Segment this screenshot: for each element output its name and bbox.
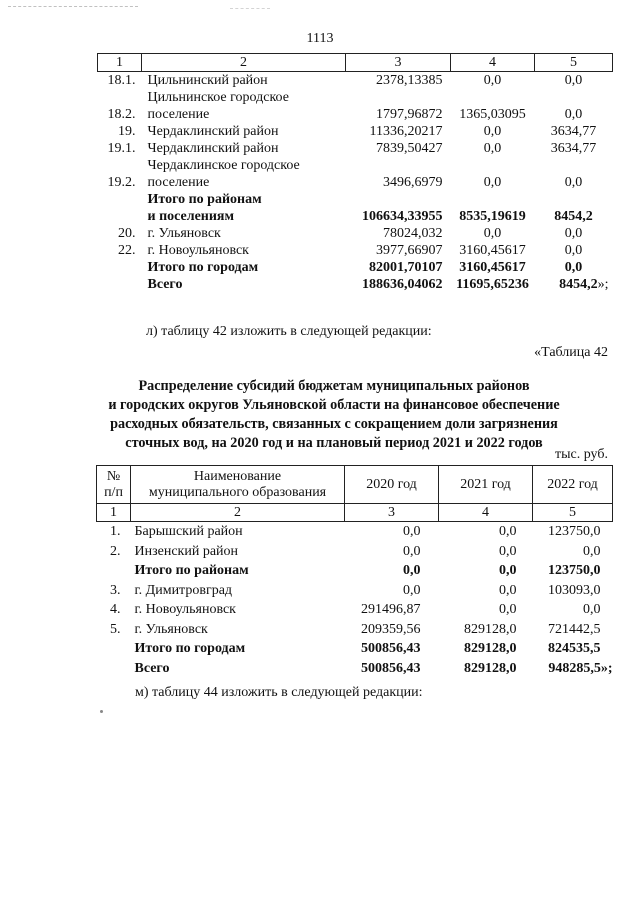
title-line: расходных обязательств, связанных с сокращением доли загрязнения [110, 416, 558, 432]
row-name: г. Новоульяновск [134, 602, 236, 617]
table-body [98, 72, 613, 294]
row-name: Всего [134, 660, 170, 676]
value-text: 3634,77 [550, 141, 597, 156]
value-text: 0,0 [564, 243, 583, 258]
header-text: № [106, 468, 121, 484]
table-row [98, 72, 613, 90]
row-number: 5. [110, 621, 121, 637]
table-row [97, 659, 613, 679]
row-name: г. Ульяновск [134, 621, 208, 637]
value-2022 [533, 522, 613, 542]
value-col4: 0,0 [483, 226, 502, 241]
table-row [97, 620, 613, 640]
value-2022 [533, 542, 613, 562]
value-col3: 7839,50427 [376, 141, 443, 156]
value-2020: 500856,43 [361, 641, 421, 656]
value-col4: 0,0 [483, 73, 502, 88]
row-number [97, 639, 131, 659]
value-2021: 0,0 [499, 524, 517, 539]
value-col3: 3977,66907 [376, 243, 443, 258]
row-name-line: г. Ульяновск [147, 226, 221, 241]
row-name-line: и поселениям [147, 209, 235, 224]
value-text: 3634,77 [550, 124, 597, 139]
header-cell: 5 [533, 504, 613, 522]
value-col5 [535, 72, 613, 90]
title-line: Распределение субсидий бюджетам муниципальных районов [138, 378, 530, 394]
value-col5 [535, 123, 613, 140]
header-cell: 2 [131, 504, 345, 522]
value-2021: 0,0 [499, 543, 517, 559]
page-number: 1113 [306, 31, 334, 46]
row-number: 22. [118, 243, 136, 258]
value-col3: 3496,6979 [383, 175, 443, 190]
value-2022 [533, 639, 613, 659]
row-name [142, 259, 346, 276]
row-number: 18.2. [107, 107, 136, 122]
table-row [98, 276, 613, 293]
value-col5 [535, 259, 613, 276]
value-2021: 0,0 [499, 582, 517, 598]
row-number: 19. [118, 124, 136, 139]
value-text: 0,0 [583, 602, 601, 617]
table-header-row [97, 466, 613, 504]
scan-artifact [8, 6, 138, 9]
row-number [98, 259, 142, 276]
value-2020: 0,0 [403, 524, 421, 539]
value-2020: 209359,56 [361, 621, 421, 637]
value-2021: 829128,0 [464, 660, 517, 676]
row-number: 20. [118, 226, 136, 241]
row-name-line: Чердаклинское городское [147, 158, 300, 173]
row-name [142, 123, 346, 140]
value-text: 8454,2 [559, 277, 598, 292]
header-cell: 2 [142, 54, 346, 72]
value-2020: 500856,43 [361, 660, 421, 676]
table-row [98, 225, 613, 242]
table-row [98, 123, 613, 140]
table-title [80, 377, 588, 453]
value-2020: 0,0 [403, 582, 421, 598]
row-name: Инзенский район [134, 543, 239, 559]
value-col3: 78024,032 [383, 226, 443, 241]
table-42 [96, 465, 613, 678]
header-cell: 4 [451, 54, 535, 72]
value-col3: 188636,04062 [362, 277, 443, 292]
table-row [97, 542, 613, 562]
header-cell: 3 [345, 504, 439, 522]
row-name: Итого по районам [134, 563, 249, 578]
row-name-line: Чердаклинский район [147, 141, 279, 156]
header-cell-number [97, 466, 131, 504]
value-col4: 11695,65236 [456, 277, 529, 292]
table-row [97, 639, 613, 659]
value-2020: 0,0 [403, 563, 421, 578]
quote-suffix: »; [600, 660, 613, 676]
value-text: 123750,0 [548, 563, 601, 578]
row-number: 19.1. [107, 141, 136, 156]
header-cell: 1 [98, 54, 142, 72]
header-cell-name [131, 466, 345, 504]
units-label: тыс. руб. [555, 447, 608, 462]
value-2022 [533, 581, 613, 601]
row-name-line: Итого по районам [147, 192, 262, 207]
value-col3: 106634,33955 [362, 209, 443, 224]
numbering-row [97, 504, 613, 522]
header-text: п/п [104, 484, 123, 500]
scan-artifact [230, 8, 270, 9]
row-name [142, 72, 346, 90]
value-col5 [535, 242, 613, 259]
row-number [98, 276, 142, 293]
value-col5 [535, 89, 613, 123]
value-col4: 0,0 [483, 175, 502, 190]
row-number: 2. [110, 543, 121, 559]
value-text: 0,0 [564, 260, 583, 275]
value-2021: 829128,0 [464, 621, 517, 637]
row-number: 3. [110, 582, 121, 598]
table-row [98, 140, 613, 157]
row-name-line: Чердаклинский район [147, 124, 279, 139]
value-col3: 82001,70107 [369, 260, 443, 275]
value-col5 [535, 140, 613, 157]
table-row [98, 259, 613, 276]
header-cell-year: 2021 год [439, 466, 533, 504]
header-text: Наименование [193, 468, 282, 484]
value-col4: 3160,45617 [459, 243, 526, 258]
value-2022 [533, 659, 613, 679]
header-cell: 4 [439, 504, 533, 522]
row-name-line: поселение [147, 175, 210, 190]
row-name-line: Цильнинский район [147, 73, 268, 88]
table-row [98, 157, 613, 191]
row-name [142, 242, 346, 259]
value-text: 824535,5 [548, 641, 601, 656]
row-number [97, 659, 131, 679]
value-col5 [535, 191, 613, 225]
value-2020: 291496,87 [361, 602, 421, 617]
row-name-line: Всего [147, 277, 183, 292]
table-row [98, 242, 613, 259]
table-header-row [98, 54, 613, 72]
value-text: 0,0 [564, 175, 583, 190]
value-2021: 0,0 [499, 563, 517, 578]
value-2022 [533, 620, 613, 640]
value-2022 [533, 600, 613, 620]
table-row [97, 581, 613, 601]
table-row [98, 191, 613, 225]
header-cell-year: 2020 год [345, 466, 439, 504]
row-name-line: Итого по городам [147, 260, 259, 275]
quote-suffix: »; [597, 277, 609, 292]
value-col5 [535, 276, 613, 293]
header-cell: 5 [535, 54, 613, 72]
value-text: 8454,2 [554, 209, 593, 224]
row-name [142, 276, 346, 293]
row-name-line: Цильнинское городское [147, 90, 289, 105]
value-text: 0,0 [564, 73, 583, 88]
header-cell: 3 [346, 54, 451, 72]
row-number [97, 561, 131, 581]
value-col3: 1797,96872 [376, 107, 443, 122]
value-col3: 11336,20217 [369, 124, 443, 139]
instruction-paragraph: л) таблицу 42 изложить в следующей редакции: [146, 324, 432, 339]
row-name [142, 191, 346, 225]
value-col3: 2378,13385 [376, 73, 443, 88]
row-number: 19.2. [107, 175, 136, 190]
row-name [142, 225, 346, 242]
value-text: 103093,0 [548, 582, 601, 598]
value-text: 0,0 [564, 107, 583, 122]
table-row [97, 561, 613, 581]
value-col4: 0,0 [483, 141, 502, 156]
value-text: 948285,5 [548, 660, 601, 676]
value-col5 [535, 157, 613, 191]
row-number: 18.1. [107, 73, 136, 88]
title-line: и городских округов Ульяновской области на финансовое обеспечение [108, 397, 560, 413]
row-name: Итого по городам [134, 641, 246, 656]
row-name [142, 157, 346, 191]
row-number: 4. [110, 602, 121, 617]
table-41-continuation [97, 53, 613, 293]
value-col4: 1365,03095 [459, 107, 526, 122]
table-row [97, 600, 613, 620]
header-text: муниципального образования [148, 484, 327, 500]
row-number [98, 191, 142, 225]
value-col4: 0,0 [483, 124, 502, 139]
value-text: 721442,5 [548, 621, 601, 637]
value-text: 0,0 [564, 226, 583, 241]
table-body [97, 522, 613, 679]
value-text: 0,0 [583, 543, 601, 559]
scan-artifact [100, 710, 103, 713]
row-name-line: поселение [147, 107, 210, 122]
header-cell: 1 [97, 504, 131, 522]
value-2021: 829128,0 [464, 641, 517, 656]
row-name: г. Димитровград [134, 582, 233, 598]
header-cell-year: 2022 год [533, 466, 613, 504]
row-number: 1. [110, 524, 121, 539]
value-col5 [535, 225, 613, 242]
table-row [98, 89, 613, 123]
title-line: сточных вод, на 2020 год и на плановый период 2021 и 2022 годов [125, 435, 543, 451]
row-name-line: г. Новоульяновск [147, 243, 249, 258]
value-2020: 0,0 [403, 543, 421, 559]
table-row [97, 522, 613, 542]
value-col4: 8535,19619 [459, 209, 526, 224]
value-2021: 0,0 [499, 602, 517, 617]
value-text: 123750,0 [548, 524, 601, 539]
row-name [142, 140, 346, 157]
instruction-paragraph: м) таблицу 44 изложить в следующей редакции: [135, 685, 423, 700]
table-label: «Таблица 42 [534, 345, 608, 360]
row-name: Барышский район [134, 524, 243, 539]
row-name [142, 89, 346, 123]
value-2022 [533, 561, 613, 581]
value-col4: 3160,45617 [459, 260, 526, 275]
